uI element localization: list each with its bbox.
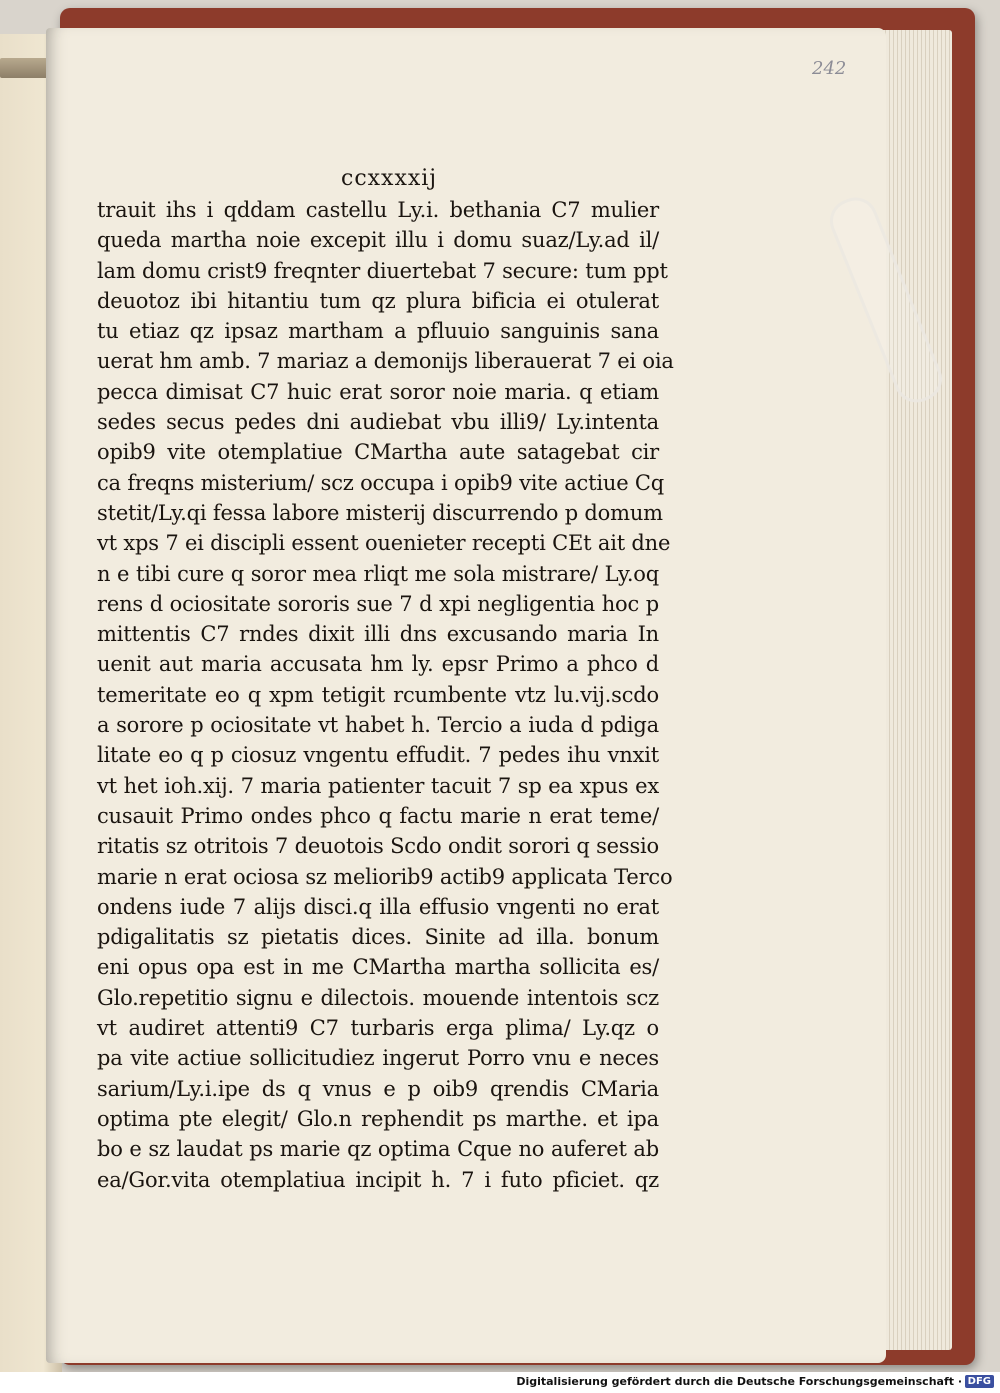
text-line: bo e sz laudat ps marie qz optima Cque no auferet ab: [97, 1137, 659, 1162]
text-line: ca freqns misterium/ scz occupa i opib9 vite actiue Cq: [97, 470, 665, 495]
text-line: ritatis sz otritois 7 deuotois Scdo ondit sorori q sessio: [97, 834, 659, 859]
text-line: vt het ioh.xij. 7 maria patienter tacuit 7 sp ea xpus ex: [97, 773, 659, 798]
text-line: pa vite actiue sollicitudiez ingerut Porro vnu e neces: [97, 1046, 659, 1071]
text-line: tu etiaz qz ipsaz martham a pfluuio sanguinis sana: [97, 319, 659, 344]
text-line: eni opus opa est in me CMartha martha sollicita es/: [97, 955, 659, 980]
text-line: opib9 vite otemplatiue CMartha aute satagebat cir: [97, 440, 659, 465]
text-line: mittentis C7 rndes dixit illi dns excusando maria In: [97, 622, 659, 647]
text-line: temeritate eo q xpm tetigit rcumbente vtz lu.vij.scdo: [97, 682, 659, 707]
text-line: vt audiret attenti9 C7 turbaris erga plima/ Ly.qz o: [97, 1016, 659, 1041]
text-line: stetit/Ly.qi fessa labore misterij discurrendo p domum: [97, 500, 663, 525]
text-line: queda martha noie excepit illu i domu suaz/Ly.ad il/: [97, 228, 659, 253]
text-line: deuotoz ibi hitantiu tum qz plura bificia ei otulerat: [97, 288, 659, 313]
text-line: cusauit Primo ondes phco q factu marie n erat teme/: [97, 803, 659, 828]
footer-credit: Digitalisierung gefördert durch die Deutsche Forschungsgemeinschaft ·: [516, 1375, 962, 1388]
text-line: rens d ociositate sororis sue 7 d xpi negligentia hoc p: [97, 591, 659, 616]
text-block: [97, 195, 674, 1195]
text-line: uenit aut maria accusata hm ly. epsr Primo a phco d: [97, 652, 659, 677]
text-line: litate eo q p ciosuz vngentu effudit. 7 pedes ihu vnxit: [97, 743, 659, 768]
dfg-logo: DFG: [965, 1375, 994, 1388]
text-line: a sorore p ociositate vt habet h. Tercio a iuda d pdiga: [97, 713, 659, 738]
text-line: vt xps 7 ei discipli essent ouenieter recepti CEt ait dne: [97, 531, 671, 556]
text-line: Glo.repetitio signu e dilectois. mouende intentois scz: [97, 985, 659, 1010]
footer-bar: [0, 1372, 1000, 1393]
text-line: marie n erat ociosa sz meliorib9 actib9 applicata Terco: [97, 864, 673, 889]
running-head: ccxxxxij: [341, 166, 438, 191]
text-line: uerat hm amb. 7 mariaz a demonijs liberauerat 7 ei oia: [97, 349, 674, 374]
text-line: trauit ihs i qddam castellu Ly.i. bethania C7 mulier: [97, 198, 659, 222]
text-line: lam domu crist9 freqnter diuertebat 7 secure: tum ppt: [97, 258, 668, 283]
text-line: pecca dimisat C7 huic erat soror noie maria. q etiam: [97, 379, 659, 404]
text-line: sarium/Ly.i.ipe ds q vnus e p oib9 qrendis CMaria: [97, 1076, 659, 1101]
folio-number: 242: [812, 58, 847, 79]
text-line: pdigalitatis sz pietatis dices. Sinite ad illa. bonum: [97, 925, 659, 950]
text-line: sedes secus pedes dni audiebat vbu illi9/ Ly.intenta: [97, 410, 659, 435]
text-line: optima pte elegit/ Glo.n rephendit ps marthe. et ipa: [97, 1106, 659, 1131]
text-line: ea/Gor.vita otemplatiua incipit h. 7 i futo pficiet. qz: [97, 1167, 659, 1192]
text-line: n e tibi cure q soror mea rliqt me sola mistrare/ Ly.oq: [97, 561, 659, 586]
text-line: ondens iude 7 alijs disci.q illa effusio vngenti no erat: [97, 894, 659, 919]
